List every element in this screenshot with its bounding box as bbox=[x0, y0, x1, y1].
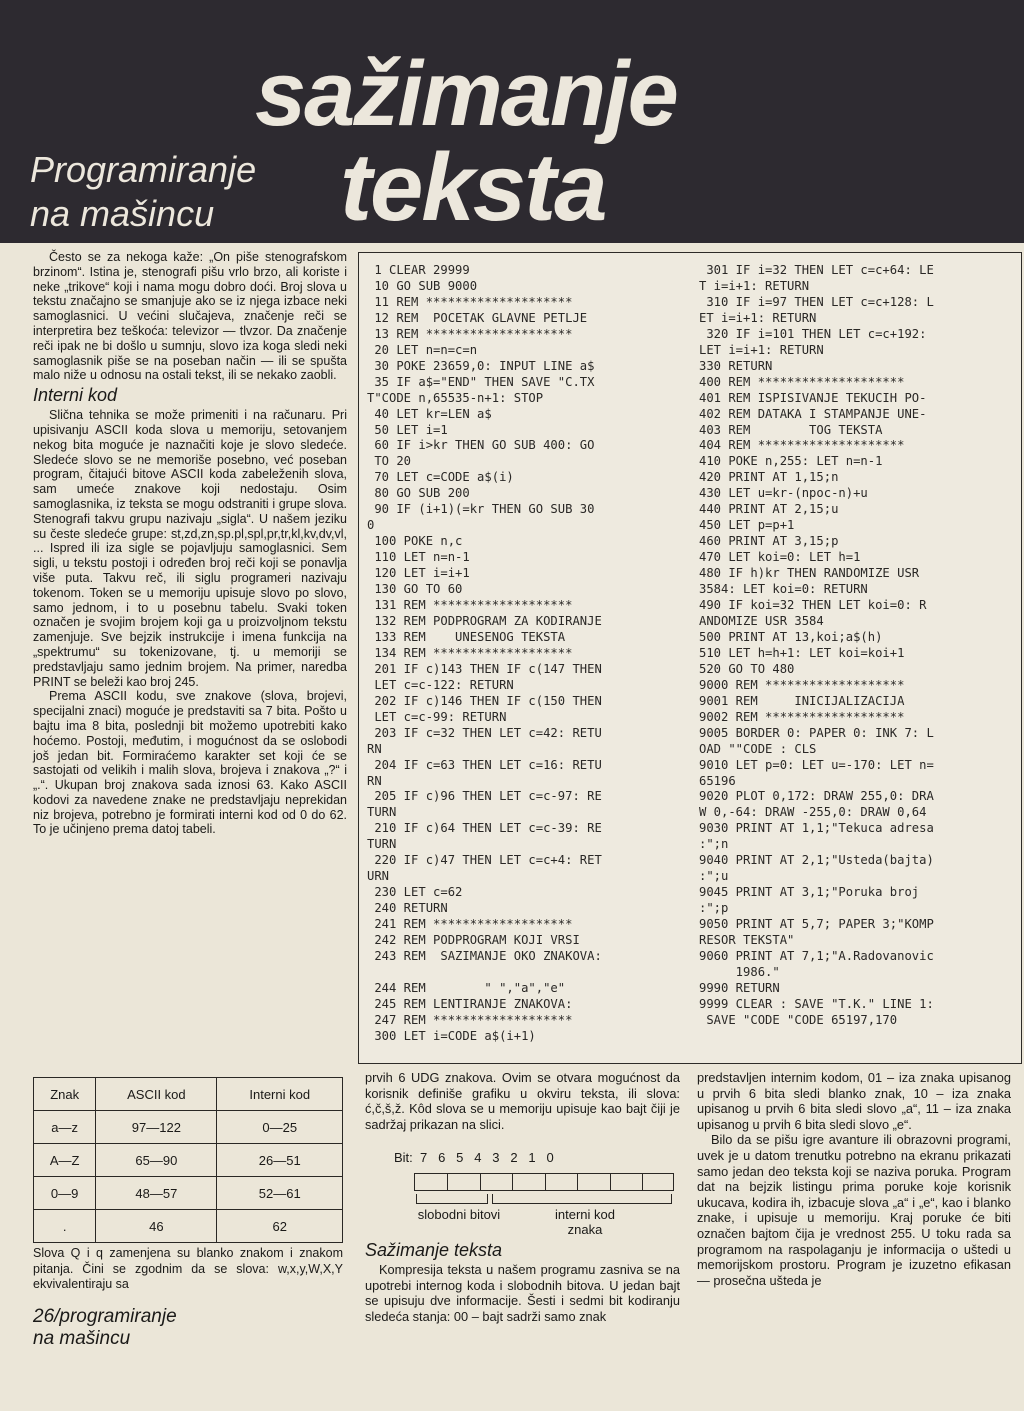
basic-listing bbox=[358, 252, 1022, 1064]
body-paragraph-1: Slična tehnika se može primeniti i na računaru. Pri upisivanju ASCII koda slova u memoriju, setovanjem nekog bita moguće je naznačiti koje je slovo sledeće. Sledeće slovo se ne memoriše posebno, već poseban program, čitajući bitove ASCII koda zabeleženih slova, sam umeće znakove koji nedostaju. Osim samoglasnika, iz teksta se mogu odstraniti i grupe slova. Stenografi takvu grupu nazivaju „sigla“. U našem jeziku su česte sledeće grupe: st,zd,zn,sp.pl,spl,pr,tr,kl,kv,dv,vl, ... Ispred ili iza sigle se pojavljuju samoglasnici. Sem sigli, u tekstu postoji i određen broj reči koji se ponavlja više puta. Takvu reč, ili siglu programeri nazivaju tokenom. Token se u memoriju upisuje slovo po slovo, samo jednom, i to u posebnu tabelu. Svaki token označen je svojim brojem koji ga u proizvoljnom tekstu zamenjuje. Sve bejzik instrukcije i imena funkcija na „spektrumu“ su tokenizovane, tj. u memoriji se predstavljaju samo jednim brojem. Na primer, naredba PRINT se beleži kao broj 245. bbox=[33, 408, 347, 689]
table-row bbox=[34, 1111, 343, 1144]
page-footer bbox=[33, 1306, 333, 1350]
right-column-text bbox=[697, 1070, 1011, 1288]
intro-paragraph: Često se za nekoga kaže: „On piše stenografskom brzinom“. Istina je, stenografi pišu vrlo brzo, ali koriste i neke „trikove“ koji i nama mogu dobro doći. Broj slova u tekstu značajno se smanjuje ako se iz njega izbace neki samoglasnici. U većini slučajeva, značenje reči se interpretira bez teškoća: televizor — tlvzor. Da značenje reči ipak ne bi došlo u sumnju, slovo iza koga sledi neki samoglasnik piše se na poseban način — ili se spušta malo niže u odnosu na ostali tekst, ili se nekako zaobli. bbox=[33, 250, 347, 383]
bit-divider bbox=[447, 1174, 448, 1190]
section-kicker bbox=[30, 148, 330, 236]
table-row bbox=[34, 1144, 343, 1177]
free-bits-bracket bbox=[416, 1194, 488, 1204]
table-cell: 65—90 bbox=[96, 1144, 217, 1177]
listing-left-column: 1 CLEAR 29999 10 GO SUB 9000 11 REM ******************** 12 REM POCETAK GLAVNE PETLJE 13 REM ******************** 20 LET n=n=c=n 30 POKE 23659,0: INPUT LINE a$ 35 IF a$="END" THEN SAVE "C.TX T"CODE n,65535-n+1: STOP 40 LET kr=LEN a$ 50 LET i=1 60 IF i>kr THEN GO SUB 400: GO TO 20 70 LET c=CODE a$(i) 80 GO SUB 200 90 IF (i+1)(=kr THEN GO SUB 30 0 100 POKE n,c 110 LET n=n-1 120 LET i=i+1 130 GO TO 60 131 REM ******************* 132 REM PODPROGRAM ZA KODIRANJE 133 REM UNESENOG TEKSTA 134 REM ******************* 201 IF c)143 THEN IF c(147 THEN LET c=c-122: RETURN 202 IF c)146 THEN IF c(150 THEN LET c=c-99: RETURN 203 IF c=32 THEN LET c=42: RETU RN 204 IF c=63 THEN LET c=16: RETU RN 205 IF c)96 THEN LET c=c-97: RE TURN 210 IF c)64 THEN LET c=c-39: RE TURN 220 IF c)47 THEN LET c=c+4: RET URN 230 LET c=62 240 RETURN 241 REM ******************* 242 REM PODPROGRAM KOJI VRSI 243 REM SAZIMANJE OKO ZNAKOVA: 244 REM " ","a","e" 245 REM LENTIRANJE ZNAKOVA: 247 REM ******************* 300 LET i=CODE a$(i+1) bbox=[367, 263, 602, 1043]
right-paragraph-1: predstavljen internim kodom, 01 – iza znaka upisanog u prvih 6 bita sledi blanko znak, 10 – iza znaka upisanog u prvih 6 bita sledi slovo „a“, 11 – iza znaka upisanog u prvih 6 bita sledi slovo „e“. bbox=[697, 1070, 1011, 1132]
bit-divider bbox=[480, 1174, 481, 1190]
footer-line-2: na mašincu bbox=[33, 1328, 131, 1349]
table-header: Interni kod bbox=[217, 1078, 343, 1111]
table-cell: A—Z bbox=[34, 1144, 96, 1177]
kicker-line-1: Programiranje bbox=[30, 149, 257, 190]
table-cell: 48—57 bbox=[96, 1177, 217, 1210]
byte-diagram bbox=[414, 1173, 674, 1191]
free-bits-caption: slobodni bitovi bbox=[417, 1207, 501, 1222]
table-cell: 97—122 bbox=[96, 1111, 217, 1144]
section-heading-interni-kod: Interni kod bbox=[33, 385, 118, 406]
middle-column-text: prvih 6 UDG znakova. Ovim se otvara mogućnost da korisnik definiše grafiku u okviru teksta, ili slova: ć,č,š,ž. Kôd slova se u memoriju upisuje kao bajt čiji je sadržaj prikazan na slici. bbox=[365, 1070, 680, 1132]
listing-right-column: 301 IF i=32 THEN LET c=c+64: LE T i=i+1: RETURN 310 IF i=97 THEN LET c=c+128: L ET i=i+1: RETURN 320 IF i=101 THEN LET c=c+192: LET i=i+1: RETURN 330 RETURN 400 REM ******************** 401 REM ISPISIVANJE TEKUCIH PO- 402 REM DATAKA I STAMPANJE UNE- 403 REM TOG TEKSTA 404 REM ******************** 410 POKE n,255: LET n=n-1 420 PRINT AT 1,15;n 430 LET u=kr-(npoc-n)+u 440 PRINT AT 2,15;u 450 LET p=p+1 460 PRINT AT 3,15;p 470 LET koi=0: LET h=1 480 IF h)kr THEN RANDOMIZE USR 3584: LET koi=0: RETURN 490 IF koi=32 THEN LET koi=0: R ANDOMIZE USR 3584 500 PRINT AT 13,koi;a$(h) 510 LET h=h+1: LET koi=koi+1 520 GO TO 480 9000 REM ******************* 9001 REM INICIJALIZACIJA 9002 REM ******************* 9005 BORDER 0: PAPER 0: INK 7: L OAD ""CODE : CLS 9010 LET p=0: LET u=-170: LET n= 65196 9020 PLOT 0,172: DRAW 255,0: DRA W 0,-64: DRAW -255,0: DRAW 0,64 9030 PRINT AT 1,1;"Tekuca adresa :";n 9040 PRINT AT 2,1;"Usteda(bajta) :";u 9045 PRINT AT 3,1;"Poruka broj :";p 9050 PRINT AT 5,7; PAPER 3;"KOMP RESOR TEKSTA" 9060 PRINT AT 7,1;"A.Radovanovic 1986." 9990 RETURN 9999 CLEAR : SAVE "T.K." LINE 1: SAVE "CODE "CODE 65197,170 bbox=[699, 263, 934, 1027]
article-title-line-1: sažimanje bbox=[255, 43, 677, 145]
column-one bbox=[33, 250, 347, 837]
bit-divider bbox=[610, 1174, 611, 1190]
table-cell: . bbox=[34, 1210, 96, 1243]
internal-code-caption: interni kod znaka bbox=[555, 1207, 615, 1237]
compression-paragraph: Kompresija teksta u našem programu zasniva se na upotrebi internog koda i slobodnih bitova. U jedan bajt se upisuju dve informacije. Šesti i sedmi bit kodiranju sledeća stanja: 00 – bajt sadrži samo znak bbox=[365, 1262, 680, 1324]
table-cell: 0—9 bbox=[34, 1177, 96, 1210]
table-cell: a—z bbox=[34, 1111, 96, 1144]
table-header-row bbox=[34, 1078, 343, 1111]
kicker-line-2: na mašincu bbox=[30, 193, 215, 234]
table-cell: 46 bbox=[96, 1210, 217, 1243]
body-paragraph-2: Prema ASCII kodu, sve znakove (slova, brojevi, specijalni znaci) moguće je predstaviti sa 7 bita. Pošto u bajtu ima 8 bita, poslednji bit možemo upotrebiti kako hoćemo. Postoji, međutim, i mogućnost da se oslobodi još jedan bit. Formiraćemo karakter set koji će se sastojati od velikih i malih slova, brojeva i znakova „?“ i „.“. Ukupan broj znakova sada iznosi 63. Kako ASCII kodovi za navedene znake ne predstavljaju neprekidan niz brojeva, potrebno je formirati interni kod od 0 do 62. To je učinjeno prema datoj tabeli. bbox=[33, 689, 347, 837]
bit-divider bbox=[577, 1174, 578, 1190]
header-banner bbox=[0, 0, 1024, 243]
table-row bbox=[34, 1210, 343, 1243]
right-paragraph-2: Bilo da se pišu igre avanture ili obrazovni programi, uvek je u datom trenutku potrebno na ekranu prikazati samo jedan deo teksta koji se naziva poruka. Program dat na bejzik listingu prima poruke koje korisnik ukucava, kodira ih, izbacuje slova „a“ i „e“, kao i blanko znake, i upisuje u memoriju. Kraj poruke će biti označen bajtom čija je vrednost 255. U toku rada sa programom na raspolaganju je informacija o uštedi u memorijskom prostoru. Program je izuzetno efikasan — prosečna ušteda je bbox=[697, 1132, 1011, 1288]
middle-column-lower bbox=[365, 1240, 680, 1324]
table-cell: 26—51 bbox=[217, 1144, 343, 1177]
footer-line-1: 26/programiranje bbox=[33, 1306, 177, 1327]
code-table bbox=[33, 1077, 343, 1243]
article-title-line-2: teksta bbox=[340, 134, 606, 241]
bit-divider bbox=[545, 1174, 546, 1190]
bit-divider bbox=[512, 1174, 513, 1190]
bit-labels: Bit: 7 6 5 4 3 2 1 0 bbox=[394, 1150, 554, 1165]
after-table-text: Slova Q i q zamenjena su blanko znakom i znakom pitanja. Čini se zgodnim da se slova: w,x,y,W,X,Y ekvivalentiraju sa bbox=[33, 1246, 343, 1291]
table-cell: 62 bbox=[217, 1210, 343, 1243]
bit-divider bbox=[642, 1174, 643, 1190]
table-row bbox=[34, 1177, 343, 1210]
table-header: ASCII kod bbox=[96, 1078, 217, 1111]
table-header: Znak bbox=[34, 1078, 96, 1111]
section-heading-sazimanje: Sažimanje teksta bbox=[365, 1240, 503, 1260]
table-cell: 52—61 bbox=[217, 1177, 343, 1210]
internal-code-bracket bbox=[492, 1194, 672, 1204]
table-cell: 0—25 bbox=[217, 1111, 343, 1144]
